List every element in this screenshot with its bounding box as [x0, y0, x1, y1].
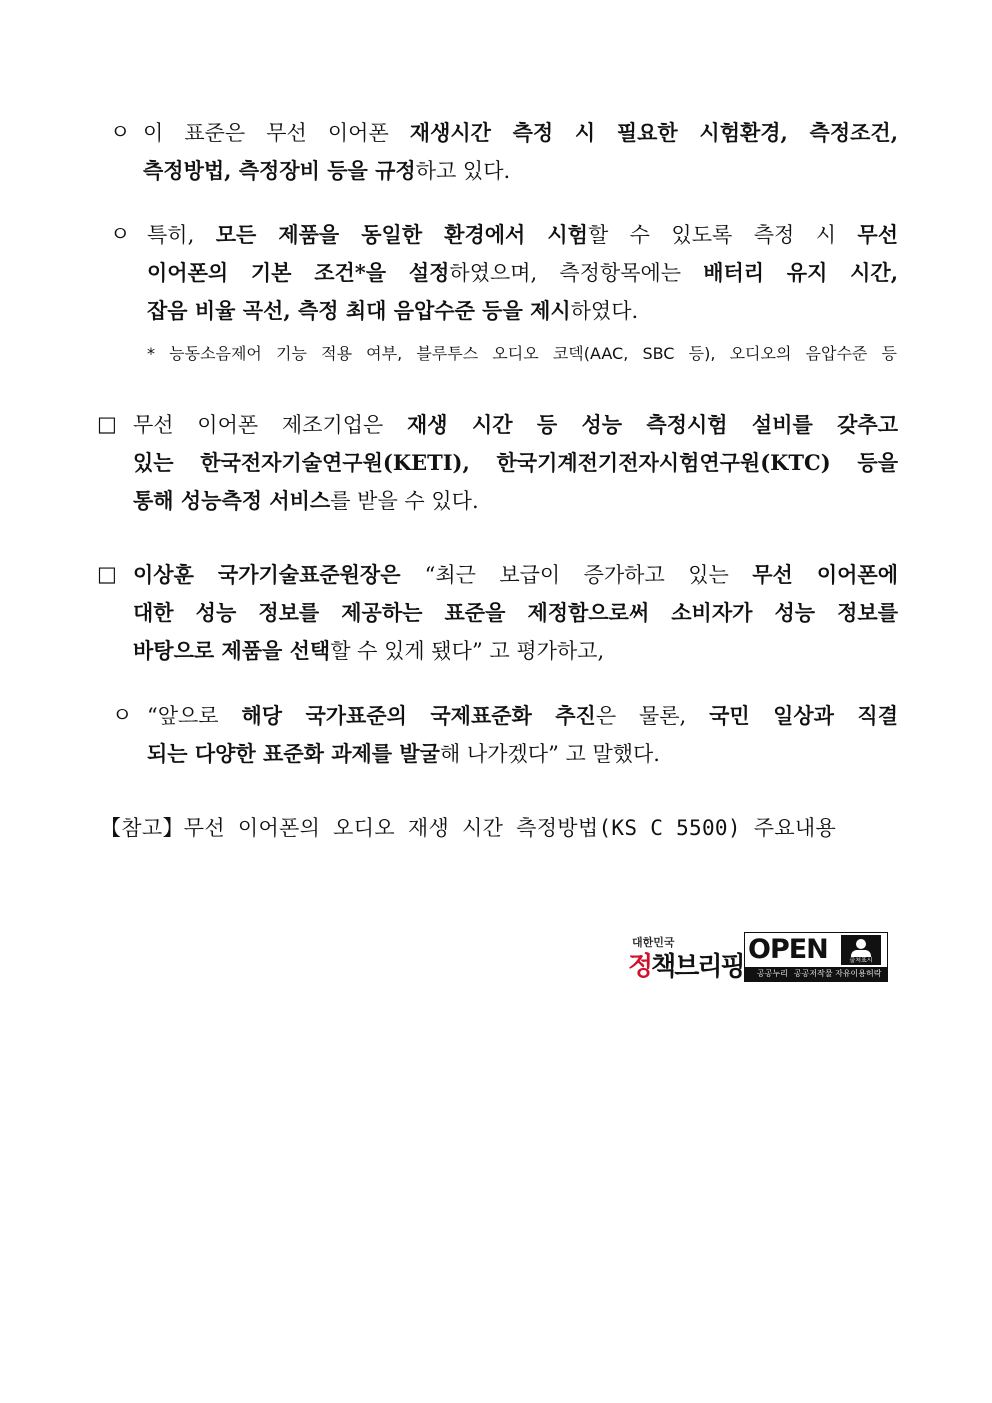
text-line	[133, 632, 898, 670]
emphasized-text: 이어폰의 기본 조건*을 설정	[147, 260, 450, 285]
circle-bullet: ㅇ	[110, 120, 131, 144]
body-text: 해 나가겠다” 고 말했다.	[439, 742, 660, 766]
square-bullet: □	[97, 412, 117, 436]
emphasized-text: 통해 성능측정 서비스	[133, 488, 331, 513]
body-text: 할 수 있게 됐다” 고 평가하고,	[330, 639, 605, 663]
emphasized-text: 재생시간 측정 시 필요한 시험환경, 측정조건,	[409, 120, 899, 145]
body-text: 은 물론,	[595, 704, 710, 728]
emphasized-text: 모든 제품을 동일한 환경에서 시험	[215, 222, 588, 247]
body-text: 이 표준은 무선 이어폰	[143, 121, 410, 145]
paragraph-testing-institutes	[133, 406, 898, 520]
text-line	[147, 735, 898, 773]
text-line	[147, 292, 898, 330]
body-text: “앞으로	[147, 704, 242, 728]
emphasized-text: 이상훈 국가기술표준원장은	[133, 562, 425, 587]
open-license-logo	[744, 932, 888, 982]
text-line	[133, 444, 898, 482]
body-text: 하고 있다.	[415, 159, 511, 183]
square-bullet: □	[97, 562, 117, 586]
emphasized-text: 잡음 비율 곡선, 측정 최대 음압수준 등을 제시	[147, 298, 571, 323]
paragraph-future-plans	[147, 697, 898, 773]
emphasized-text: 해당 국가표준의 국제표준화 추진	[241, 703, 596, 728]
emphasized-text: 측정방법, 측정장비 등을 규정	[143, 158, 416, 183]
open-wordmark: OPEN	[748, 934, 828, 965]
logo-big-text: 정책브리핑	[628, 952, 744, 982]
emphasized-text: 무선	[857, 222, 898, 247]
paragraph-standard-scope	[143, 114, 898, 190]
license-band: 공공누리 공공저작물 자유이용허락	[745, 967, 887, 981]
text-line	[133, 594, 898, 632]
circle-bullet: ㅇ	[112, 703, 133, 727]
emphasized-text: 있는 한국전자기술연구원(KETI), 한국기계전기전자시험연구원(KTC) 등을	[133, 450, 898, 475]
paragraph-test-conditions	[147, 216, 898, 330]
text-line	[147, 216, 898, 254]
logo-small-text: 대한민국	[632, 936, 675, 949]
text-line	[147, 254, 898, 292]
body-text: “최근 보급이 증가하고 있는	[424, 563, 753, 587]
text-line	[133, 482, 898, 520]
attribution-person-icon: 출처표시	[841, 935, 881, 965]
paragraph-director-quote	[133, 556, 898, 670]
body-text: 를 받을 수 있다.	[330, 489, 479, 513]
emphasized-text: 대한 성능 정보를 제공하는 표준을 제정함으로써 소비자가 성능 정보를	[133, 600, 898, 625]
text-line	[133, 406, 898, 444]
footnote-basic-conditions: * 능동소음제어 기능 적용 여부, 블루투스 오디오 코덱(AAC, SBC 등), 오디오의 음압수준 등	[147, 344, 897, 363]
text-line	[133, 556, 898, 594]
emphasized-text: 바탕으로 제품을 선택	[133, 638, 331, 663]
body-text: 무선 이어폰 제조기업은	[133, 413, 408, 437]
text-line	[143, 152, 898, 190]
emphasized-text: 배터리 유지 시간,	[703, 260, 899, 285]
reference-heading: 【참고】무선 이어폰의 오디오 재생 시간 측정방법(KS C 5500) 주요내용	[100, 816, 837, 840]
text-line	[147, 697, 898, 735]
body-text: 특히,	[147, 223, 216, 247]
body-text: 하였으며, 측정항목에는	[449, 261, 704, 285]
policy-briefing-logo	[628, 934, 744, 982]
emphasized-text: 국민 일상과 직결	[709, 703, 899, 728]
emphasized-text: 무선 이어폰에	[752, 562, 898, 587]
emphasized-text: 재생 시간 등 성능 측정시험 설비를 갖추고	[407, 412, 898, 437]
body-text: 하였다.	[570, 299, 639, 323]
text-line	[143, 114, 898, 152]
emphasized-text: 되는 다양한 표준화 과제를 발굴	[147, 741, 440, 766]
body-text: 할 수 있도록 측정 시	[587, 223, 858, 247]
circle-bullet: ㅇ	[110, 222, 131, 246]
